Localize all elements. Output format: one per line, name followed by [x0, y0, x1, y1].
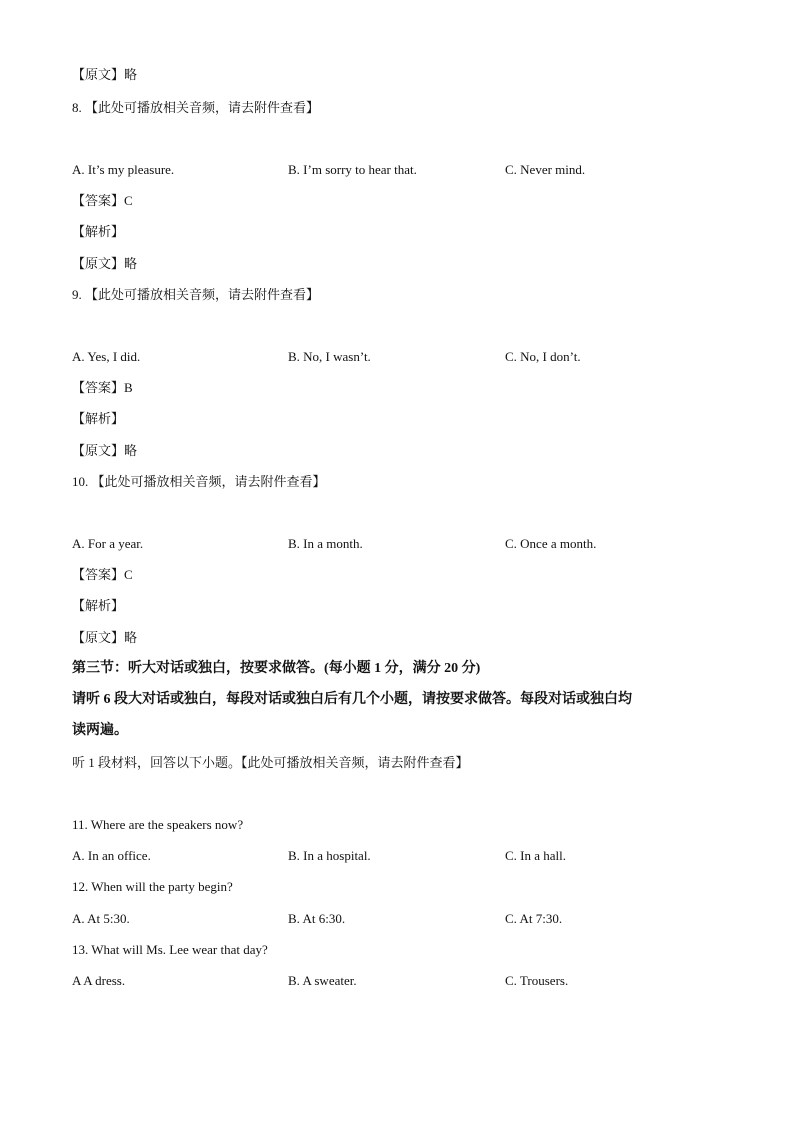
q9-option-b: B. No, I wasn’t.: [288, 349, 371, 364]
q12-stem: 12. When will the party begin?: [72, 879, 233, 894]
section-3-instruction-2: 读两遍。: [72, 723, 128, 738]
q13-option-a: A A dress.: [72, 973, 126, 988]
q9-option-c: C. No, I don’t.: [505, 349, 581, 364]
audio-placeholder: 【此处可播放相关音频，请去附件查看】: [91, 474, 326, 489]
q9-original: 【原文】略: [72, 443, 138, 458]
q8-analysis: 【解析】: [72, 224, 125, 239]
q13-stem: 13. What will Ms. Lee wear that day?: [72, 942, 268, 957]
q8-option-a: A. It’s my pleasure.: [72, 162, 175, 177]
answer-label: 【答案】: [72, 380, 125, 395]
answer-label: 【答案】: [72, 567, 125, 582]
q13-option-b: B. A sweater.: [288, 973, 357, 988]
q10-option-b: B. In a month.: [288, 536, 363, 551]
q12-option-b: B. At 6:30.: [288, 911, 346, 926]
section-3-title: 第三节：听大对话或独白，按要求做答。(每小题 1 分，满分 20 分): [72, 661, 481, 676]
question-8-header: [72, 100, 319, 116]
question-number: 10.: [72, 474, 89, 489]
answer-label: 【答案】: [72, 193, 125, 208]
q13-option-c: C. Trousers.: [505, 973, 569, 988]
question-number: 8.: [72, 100, 82, 115]
q11-option-c: C. In a hall.: [505, 848, 567, 863]
answer-value: B: [124, 380, 133, 395]
q10-analysis: 【解析】: [72, 598, 125, 613]
q11-stem: 11. Where are the speakers now?: [72, 817, 244, 832]
q12-option-c: C. At 7:30.: [505, 911, 563, 926]
q9-option-a: A. Yes, I did.: [72, 349, 141, 364]
q10-answer: [72, 567, 133, 583]
question-number: 9.: [72, 287, 82, 302]
audio-placeholder: 【此处可播放相关音频，请去附件查看】: [85, 100, 320, 115]
q10-option-c: C. Once a month.: [505, 536, 597, 551]
answer-value: C: [124, 193, 133, 208]
q9-answer: [72, 380, 133, 396]
q12-option-a: A. At 5:30.: [72, 911, 130, 926]
original-text-label: 【原文】略: [72, 67, 138, 82]
question-9-header: [72, 287, 319, 303]
audio-placeholder: 【此处可播放相关音频，请去附件查看】: [85, 287, 320, 302]
q8-original: 【原文】略: [72, 256, 138, 271]
q8-option-b: B. I’m sorry to hear that.: [288, 162, 417, 177]
answer-value: C: [124, 567, 133, 582]
q11-option-b: B. In a hospital.: [288, 848, 371, 863]
q9-analysis: 【解析】: [72, 411, 125, 426]
q11-option-a: A. In an office.: [72, 848, 151, 863]
q10-option-a: A. For a year.: [72, 536, 144, 551]
q8-option-c: C. Never mind.: [505, 162, 586, 177]
section-3-instruction-1: 请听 6 段大对话或独白，每段对话或独白后有几个小题，请按要求做答。每段对话或独白均: [72, 692, 632, 707]
passage-1-intro: 听 1 段材料，回答以下小题。【此处可播放相关音频，请去附件查看】: [72, 755, 469, 770]
q8-answer: [72, 193, 133, 209]
q10-original: 【原文】略: [72, 630, 138, 645]
question-10-header: [72, 474, 326, 490]
